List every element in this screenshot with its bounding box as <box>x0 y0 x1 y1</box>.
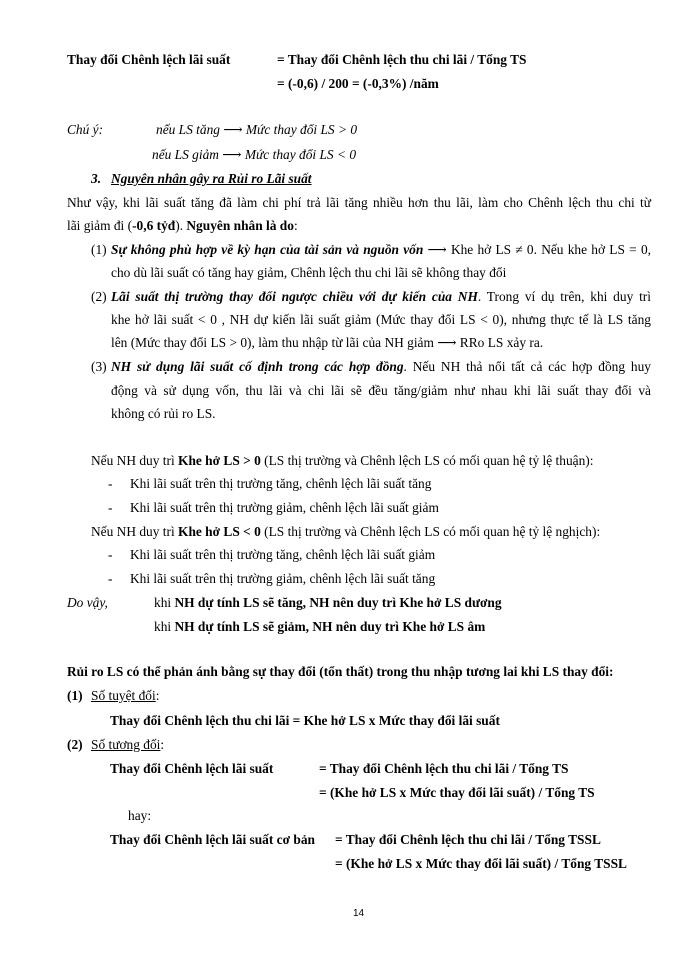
note-line-decrease: nếu LS giảm ⟶ Mức thay đổi LS < 0 <box>152 147 357 162</box>
list-item: Khi lãi suất trên thị trường giảm, chênh lệch lãi suất tăng <box>130 571 436 586</box>
intro-line-2: lãi giảm đi (-0,6 tỷđ). Nguyên nhân là do: <box>67 218 298 233</box>
list-bullet: - <box>108 547 113 562</box>
list-item: Khi lãi suất trên thị trường giảm, chênh lệch lãi suất giảm <box>130 500 439 515</box>
absolute-label: Số tuyệt đối: <box>91 688 160 703</box>
cause-3-line-3: không có rủi ro LS. <box>111 406 216 421</box>
risk-heading: Rủi ro LS có thể phản ánh bằng sự thay đổi (tổn thất) trong thu nhập tương lai khi LS thay đổi: <box>67 664 614 679</box>
note-line-increase: nếu LS tăng ⟶ Mức thay đổi LS > 0 <box>156 122 358 137</box>
list-bullet: - <box>108 500 113 515</box>
intro-line-1: Như vậy, khi lãi suất tăng đã làm chi phí trả lãi tăng nhiều hơn thu lãi, làm cho Chênh lệch thu chi từ <box>67 195 651 210</box>
relative-formula-3: = Thay đổi Chênh lệch thu chi lãi / Tổng TSSL <box>335 832 601 847</box>
cause-2-line-3: lên (Mức thay đổi LS > 0), làm thu nhập từ lãi của NH giảm ⟶ RRo LS xảy ra. <box>111 335 544 350</box>
note-label: Chú ý: <box>67 122 104 137</box>
relative-formula-2: = (Khe hở LS x Mức thay đổi lãi suất) / Tổng TS <box>319 785 595 800</box>
page-number: 14 <box>353 908 365 919</box>
conclusion-line-1: khi NH dự tính LS sẽ tăng, NH nên duy trì Khe hở LS dương <box>154 595 502 610</box>
cause-1-number: (1) <box>91 242 107 257</box>
relative-label-2: Thay đổi Chênh lệch lãi suất cơ bản <box>110 832 315 847</box>
relative-label: Số tương đối: <box>91 737 165 752</box>
conclusion-label: Do vậy, <box>67 595 108 610</box>
hay-label: hay: <box>128 808 152 823</box>
nim-change-formula: = Thay đổi Chênh lệch thu chi lãi / Tổng TS <box>277 52 527 67</box>
cause-1-line-2: cho dù lãi suất có tăng hay giảm, Chênh lệch thu chi lãi sẽ không thay đổi <box>111 265 507 280</box>
conclusion-line-2: khi NH dự tính LS sẽ giảm, NH nên duy trì Khe hở LS âm <box>154 619 486 634</box>
cause-2-line-1: Lãi suất thị trường thay đổi ngược chiều với dự kiến của NH. Trong ví dụ trên, khi duy trì <box>111 289 651 304</box>
relative-label-1: Thay đổi Chênh lệch lãi suất <box>110 761 274 776</box>
absolute-formula: Thay đổi Chênh lệch thu chi lãi = Khe hở LS x Mức thay đổi lãi suất <box>110 713 500 728</box>
absolute-number: (1) <box>67 688 83 703</box>
cause-1-line-1: Sự không phù hợp về kỳ hạn của tài sản và nguồn vốn ⟶ Khe hở LS ≠ 0. Nếu khe hở LS = 0, <box>111 242 651 257</box>
section-number: 3. <box>91 171 102 186</box>
list-bullet: - <box>108 476 113 491</box>
relative-formula-4: = (Khe hở LS x Mức thay đổi lãi suất) / Tổng TSSL <box>335 856 627 871</box>
nim-change-label: Thay đổi Chênh lệch lãi suất <box>67 52 231 67</box>
cause-2-line-2: khe hở lãi suất < 0 , NH dự kiến lãi suất giảm (Mức thay đổi LS < 0), nhưng thực tế là LS tăng <box>111 312 651 327</box>
relative-formula-1: = Thay đổi Chênh lệch thu chi lãi / Tổng TS <box>319 761 569 776</box>
relative-number: (2) <box>67 737 83 752</box>
negative-gap-intro: Nếu NH duy trì Khe hở LS < 0 (LS thị trường và Chênh lệch LS có mối quan hệ tỷ lệ nghịch): <box>91 524 601 539</box>
list-bullet: - <box>108 571 113 586</box>
cause-3-line-2: động và sử dụng vốn, thu lãi và chi lãi sẽ đều tăng/giảm như nhau khi lãi suất thay đổi và <box>111 383 651 398</box>
cause-3-number: (3) <box>91 359 107 374</box>
list-item: Khi lãi suất trên thị trường tăng, chênh lệch lãi suất tăng <box>130 476 432 491</box>
cause-2-number: (2) <box>91 289 107 304</box>
section-title: Nguyên nhân gây ra Rủi ro Lãi suất <box>111 171 312 186</box>
list-item: Khi lãi suất trên thị trường tăng, chênh lệch lãi suất giảm <box>130 547 436 562</box>
cause-3-line-1: NH sử dụng lãi suất cố định trong các hợp đồng. Nếu NH thả nổi tất cả các hợp đồng huy <box>111 359 651 374</box>
nim-change-result: = (-0,6) / 200 = (-0,3%) /năm <box>277 76 439 91</box>
positive-gap-intro: Nếu NH duy trì Khe hở LS > 0 (LS thị trường và Chênh lệch LS có mối quan hệ tỷ lệ thuận): <box>91 453 594 468</box>
